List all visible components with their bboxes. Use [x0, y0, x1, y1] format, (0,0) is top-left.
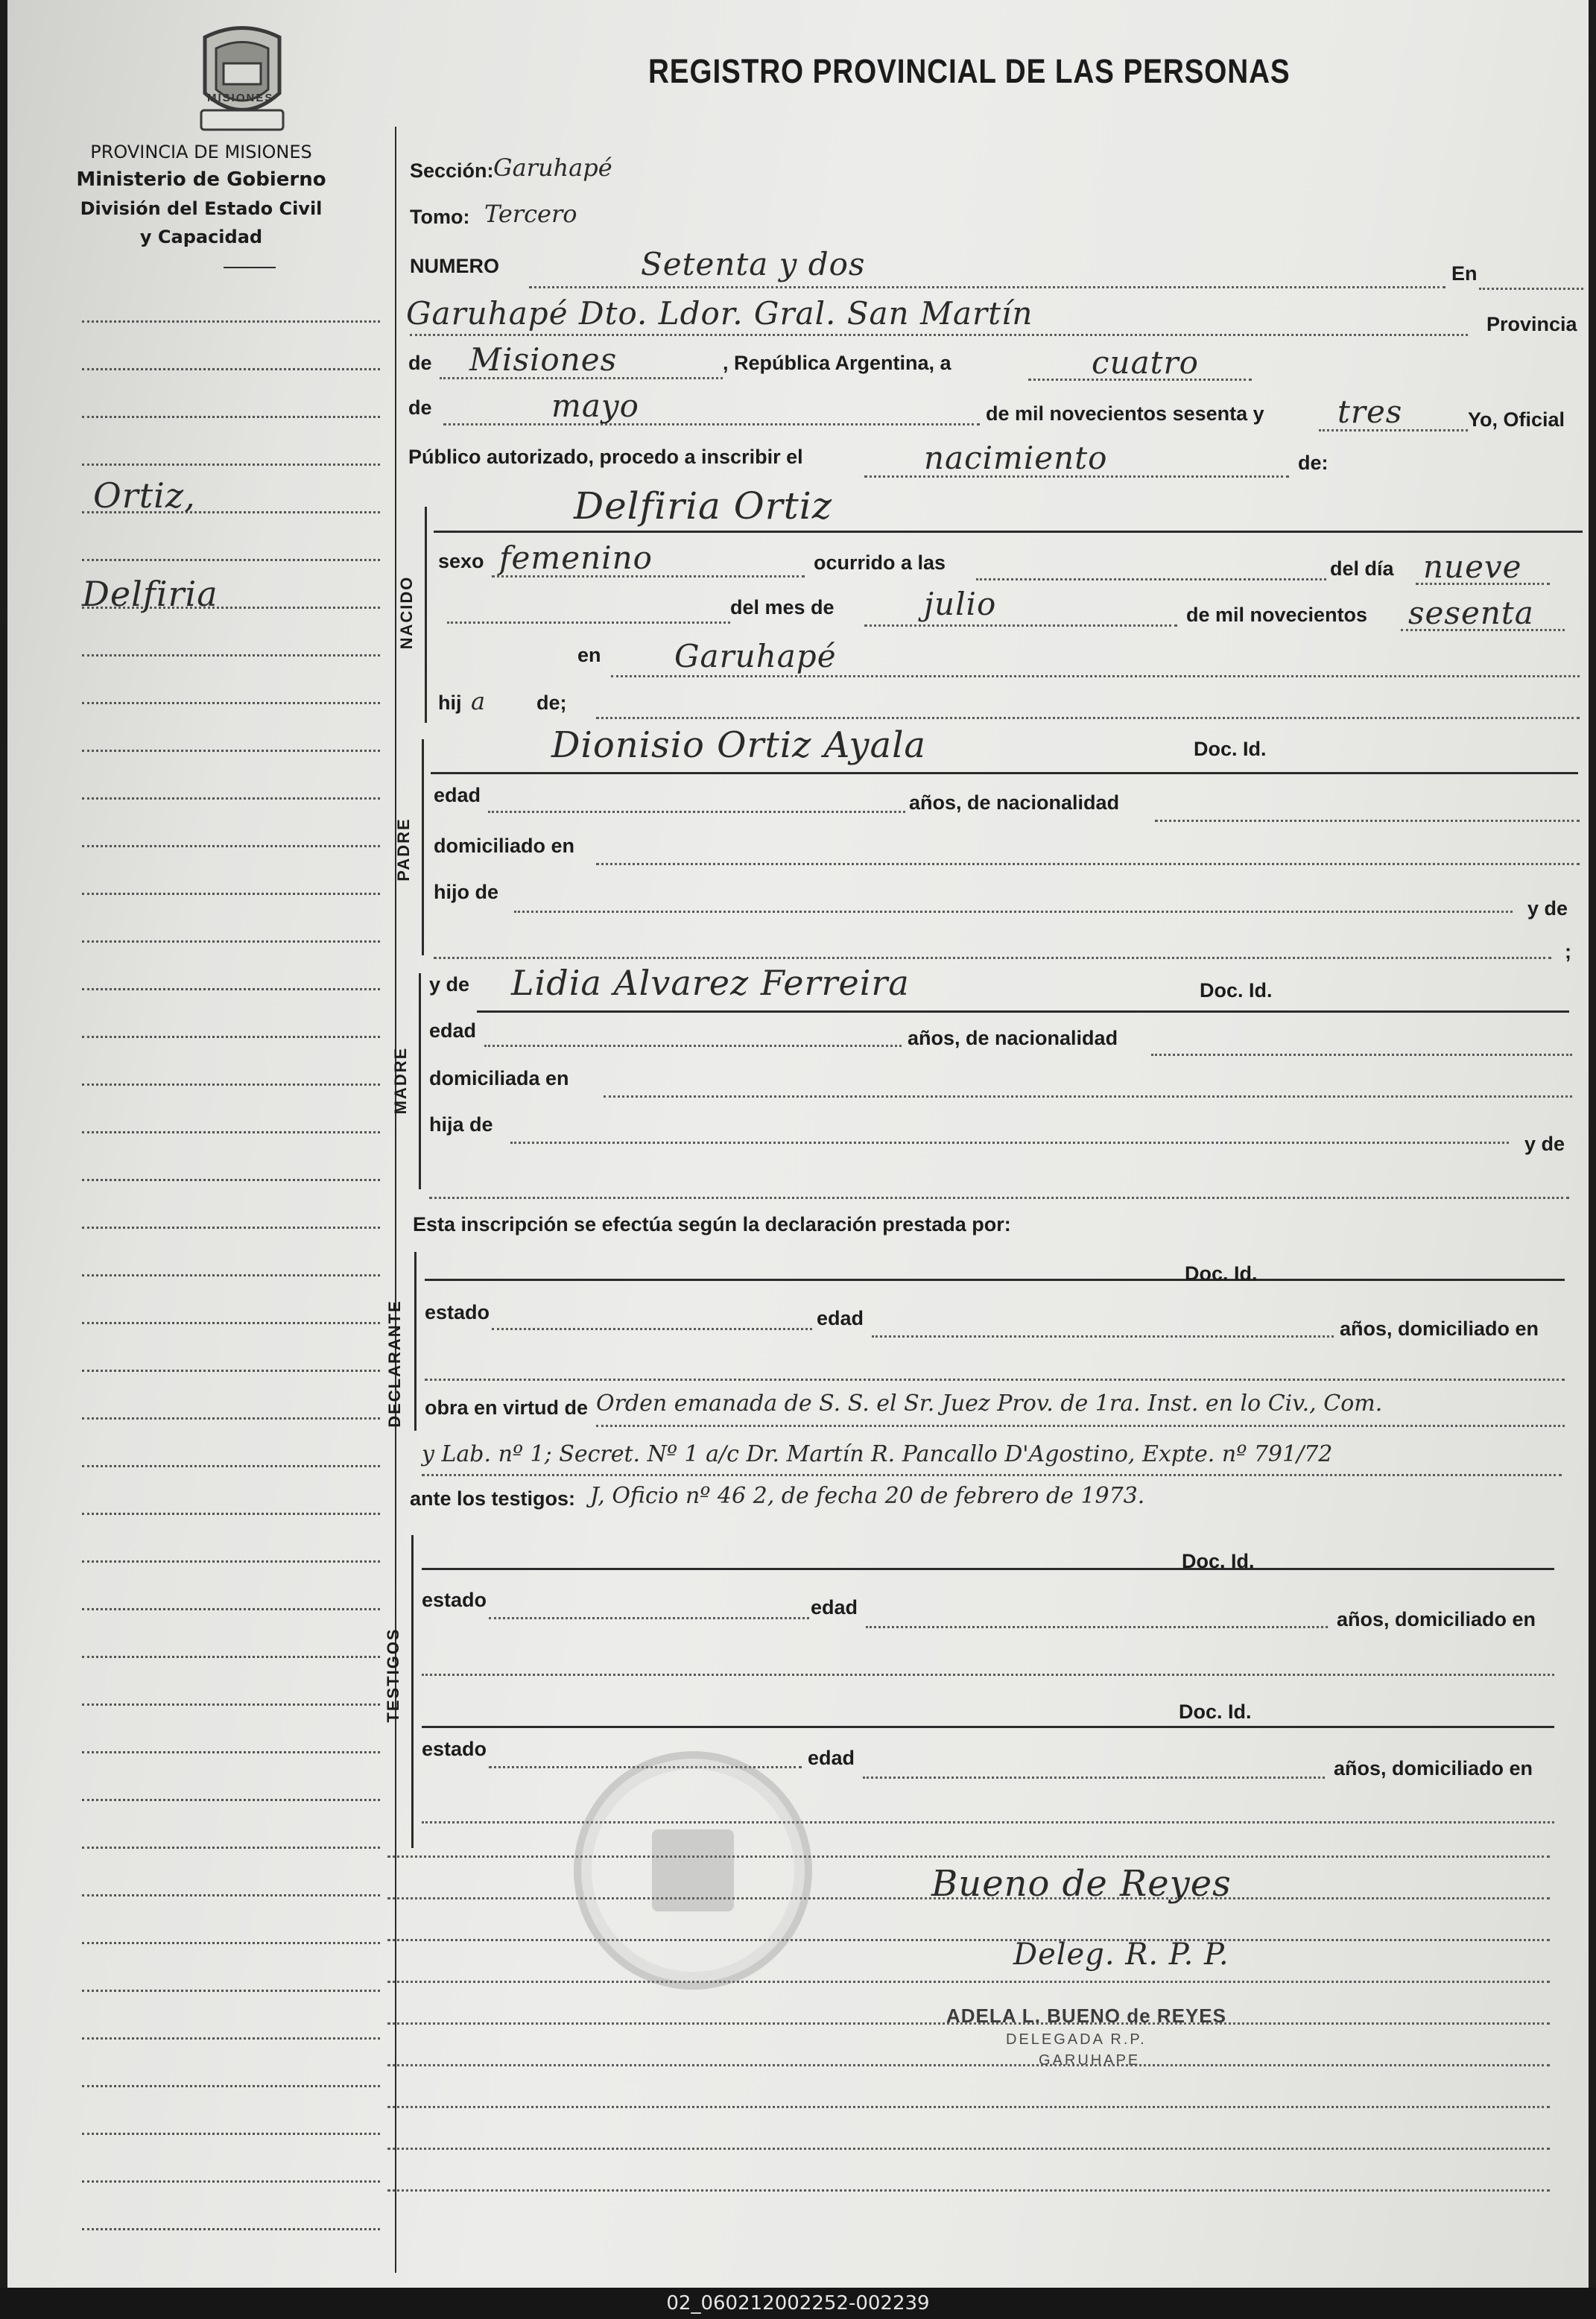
acto-value: nacimiento [924, 440, 1108, 476]
page-title: REGISTRO PROVINCIAL DE LAS PERSONAS [648, 52, 1291, 90]
seccion-value: Garuhapé [493, 154, 612, 182]
fecha-dia-value: cuatro [1092, 344, 1199, 381]
registry-page [7, 0, 1589, 2288]
declarante-section-label: DECLARANTE [385, 1300, 404, 1428]
nacido-anio-value: sesenta [1408, 595, 1534, 631]
padre-section-label: PADRE [394, 817, 413, 882]
madre-doc-label: Doc. Id. [1200, 979, 1273, 1002]
ante-testigos-label: ante los testigos: [410, 1487, 576, 1510]
margin-divider [395, 127, 396, 2273]
provincia-label: Provincia [1486, 313, 1577, 335]
numero-label: NUMERO [410, 255, 499, 277]
fecha-mes-value: mayo [551, 387, 639, 424]
declarante-edad-label: edad [817, 1307, 864, 1329]
nacido-en-label: en [577, 644, 601, 666]
obra-line-1: Orden emanada de S. S. el Sr. Juez Prov. de 1ra. Inst. en lo Civ., Com. [596, 1391, 1383, 1417]
lugar-value: Garuhapé Dto. Ldor. Gral. San Martín [406, 295, 1033, 332]
file-code-footer: 02_060212002252-002239 [0, 2288, 1596, 2319]
madre-nombre-value: Lidia Alvarez Ferreira [511, 963, 910, 1003]
madre-y-de-label: y de [429, 973, 470, 996]
header-rule [224, 267, 276, 268]
hija-de-label: de; [536, 692, 567, 714]
obra-label: obra en virtud de [425, 1396, 589, 1419]
de2-label: de [408, 396, 432, 419]
testigo1-domicilio-label: años, domiciliado en [1337, 1608, 1536, 1630]
tomo-value: Tercero [484, 200, 577, 228]
ocurrido-label: ocurrido a las [814, 551, 946, 574]
margin-note-surname: Ortiz, [93, 475, 196, 516]
oficial-label: Yo, Oficial [1468, 408, 1565, 431]
fecha-anio-value: tres [1337, 393, 1403, 430]
stamp-name: ADELA L. BUENO de REYES [946, 2005, 1226, 2027]
tomo-label: Tomo: [410, 206, 470, 228]
provincia-value: Misiones [469, 341, 618, 378]
declarante-doc-label: Doc. Id. [1185, 1262, 1258, 1285]
obra-line-3: J, Oficio nº 46 2, de fecha 20 de febrero de 1973. [590, 1483, 1145, 1509]
en-label: En [1451, 262, 1478, 285]
republica-label: , República Argentina, a [723, 352, 951, 374]
header-division: División del Estado Civil [80, 198, 323, 219]
testigo2-domicilio-label: años, domiciliado en [1334, 1757, 1533, 1779]
stamp-cargo: DELEGADA R.P. [1006, 2031, 1147, 2048]
mil-label: de mil novecientos [1186, 604, 1368, 626]
stamp-lugar: GARUHAPE [1039, 2052, 1141, 2069]
header-capacity: y Capacidad [139, 227, 263, 247]
hija-label: hij [438, 692, 462, 714]
anio-label: de mil novecientos sesenta y [986, 402, 1264, 425]
seccion-label: Sección: [410, 159, 494, 182]
padre-nombre-value: Dionisio Ortiz Ayala [551, 724, 927, 766]
hija-suffix: a [471, 687, 486, 715]
nacido-lugar-value: Garuhapé [674, 638, 837, 674]
signature-cargo: Deleg. R. P. P. [1013, 1937, 1229, 1972]
signature: Bueno de Reyes [931, 1863, 1232, 1905]
testigo2-doc-label: Doc. Id. [1179, 1701, 1252, 1723]
nacido-section-label: NACIDO [397, 575, 416, 650]
madre-edad-label: edad [429, 1019, 477, 1042]
declaracion-intro: Esta inscripción se efectúa según la declaración prestada por: [413, 1213, 1011, 1236]
nacido-nombre-value: Delfiria Ortiz [574, 484, 833, 528]
declarante-domicilio-label: años, domiciliado en [1340, 1317, 1539, 1340]
numero-value: Setenta y dos [641, 246, 866, 282]
publico-label: Público autorizado, procedo a inscribir el [408, 446, 803, 468]
seal-label: MISIONES [207, 92, 274, 104]
testigo1-doc-label: Doc. Id. [1182, 1550, 1255, 1572]
margin-note-name: Delfiria [82, 574, 218, 614]
obra-line-2: y Lab. nº 1; Secret. Nº 1 a/c Dr. Martín R. Pancallo D'Agostino, Expte. nº 791/72 [422, 1441, 1333, 1467]
de-label: de [408, 352, 432, 374]
padre-domicilio-label: domiciliado en [434, 835, 575, 857]
padre-doc-label: Doc. Id. [1194, 738, 1267, 760]
padre-edad-label: edad [434, 784, 481, 806]
madre-section-label: MADRE [391, 1046, 410, 1115]
nacido-mes-value: julio [924, 586, 997, 622]
madre-domicilio-label: domiciliada en [429, 1067, 569, 1089]
padre-semicolon: ; [1565, 940, 1571, 963]
testigo2-edad-label: edad [808, 1747, 855, 1769]
del-dia-label: del día [1330, 557, 1394, 580]
madre-nacionalidad-label: años, de nacionalidad [908, 1027, 1118, 1049]
header-ministry: Ministerio de Gobierno [76, 168, 326, 191]
madre-hija-de-label: hija de [429, 1113, 493, 1136]
testigos-section-label: TESTIGOS [384, 1627, 402, 1723]
testigo1-edad-label: edad [811, 1596, 858, 1619]
padre-y-de-label: y de [1527, 897, 1568, 920]
padre-hijo-de-label: hijo de [434, 881, 498, 903]
madre-y-de2-label: y de [1524, 1133, 1565, 1155]
sexo-value: femenino [499, 540, 653, 576]
de3-label: de: [1298, 452, 1329, 474]
sexo-label: sexo [438, 550, 484, 572]
provincial-seal-icon [190, 22, 294, 134]
del-mes-label: del mes de [730, 596, 835, 618]
testigo1-estado-label: estado [422, 1589, 487, 1611]
official-round-stamp [574, 1751, 812, 1990]
declarante-estado-label: estado [425, 1301, 490, 1323]
nacido-dia-value: nueve [1423, 548, 1522, 585]
testigo2-estado-label: estado [422, 1738, 487, 1760]
padre-nacionalidad-label: años, de nacionalidad [909, 791, 1120, 814]
header-province: PROVINCIA DE MISIONES [90, 142, 312, 162]
